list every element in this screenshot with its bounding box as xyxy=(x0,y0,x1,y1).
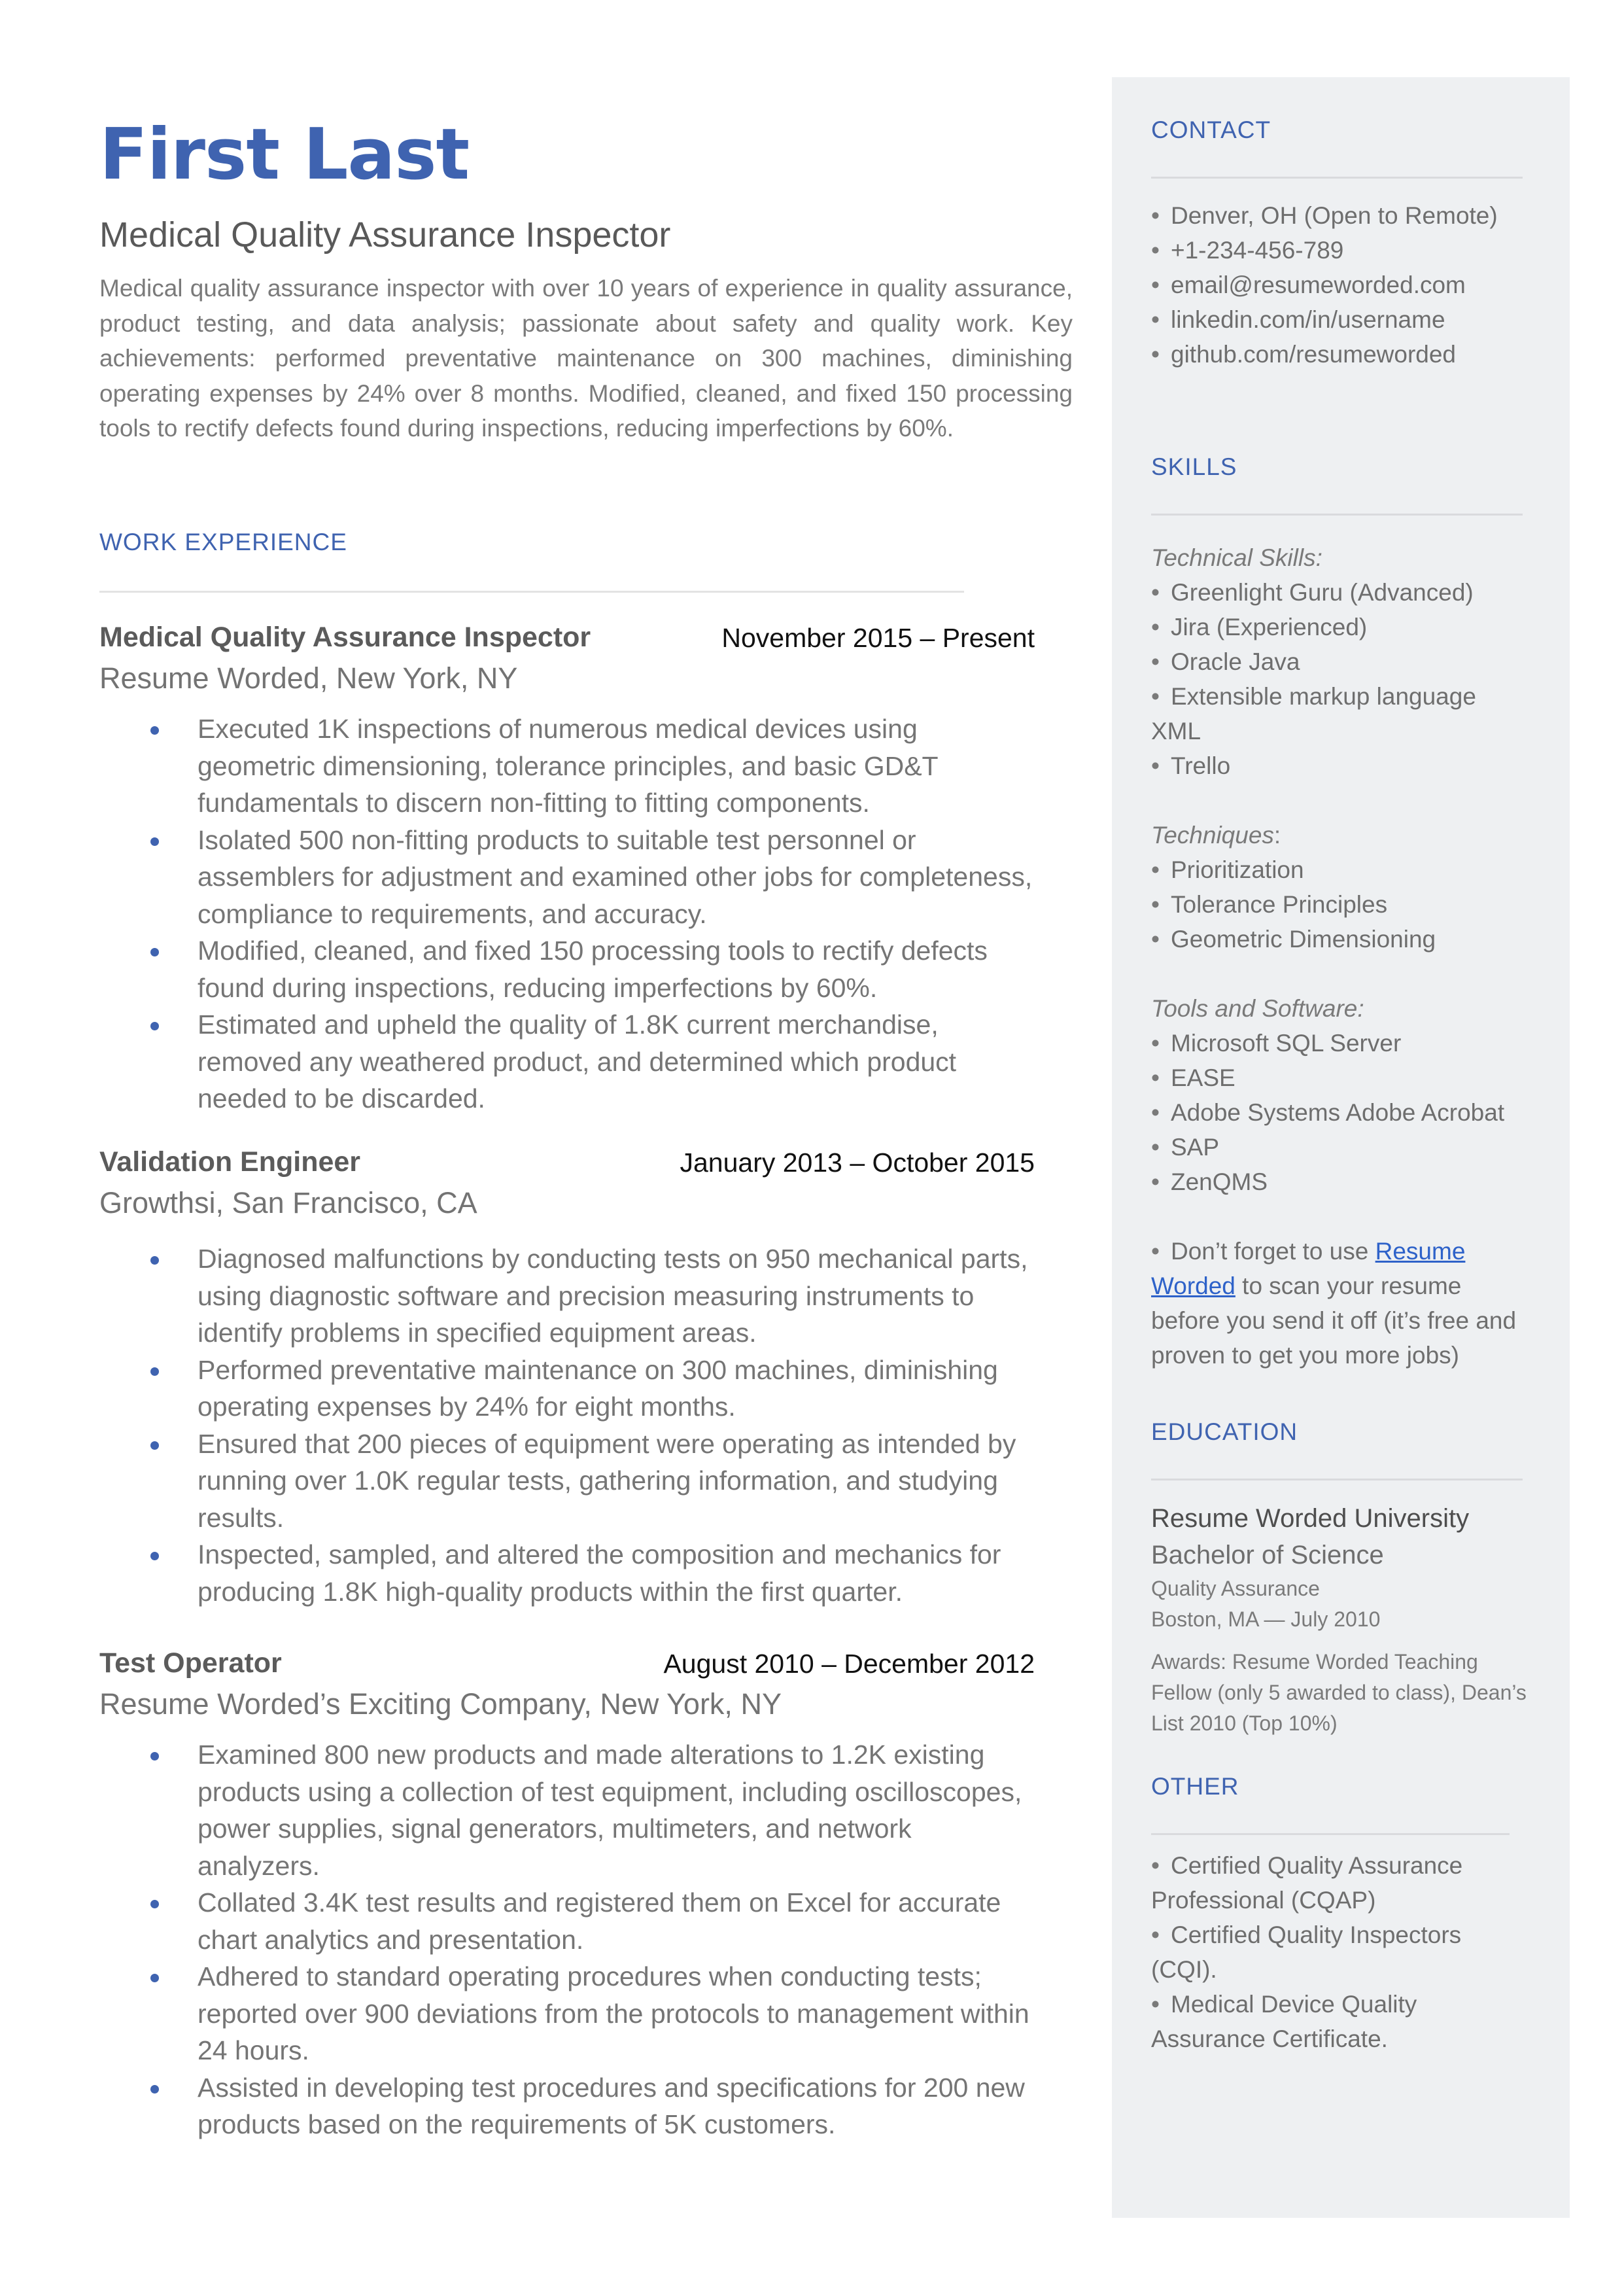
resume-worded-tip: • Don’t forget to use Resume Worded to scan your resume before you send it off (it’s free and proven to get you more jobs) xyxy=(1151,1238,1517,1369)
job-bullets xyxy=(99,1736,1035,2143)
skill-item: • Extensible markup language XML xyxy=(1151,683,1476,745)
education-school: Resume Worded University xyxy=(1151,1504,1470,1533)
job-dates: November 2015 – Present xyxy=(721,623,1035,653)
other-section xyxy=(1151,1773,1530,2056)
job-bullet: Isolated 500 non-fitting products to suitable test personnel or assemblers for adjustment and examined other jobs for completeness, compliance to requirements, and accuracy. xyxy=(99,822,1035,933)
contact-list xyxy=(1151,198,1530,372)
techniques-label: Techniques: xyxy=(1151,822,1281,849)
job-dates: August 2010 – December 2012 xyxy=(663,1649,1035,1679)
contact-phone: • +1-234-456-789 xyxy=(1151,237,1344,264)
contact-section xyxy=(1151,116,1530,372)
technique-item: • Tolerance Principles xyxy=(1151,891,1388,918)
sidebar xyxy=(1112,77,1570,2218)
job-bullet: Inspected, sampled, and altered the composition and mechanics for producing 1.8K high-quality products within the first quarter. xyxy=(99,1536,1035,1610)
certification-item: • Certified Quality Inspectors (CQI). xyxy=(1151,1921,1462,1983)
certification-item: • Medical Device Quality Assurance Certificate. xyxy=(1151,1991,1417,2052)
candidate-title: Medical Quality Assurance Inspector xyxy=(99,215,671,255)
education-divider xyxy=(1151,1479,1523,1480)
job-dates: January 2013 – October 2015 xyxy=(680,1148,1035,1178)
resume-worded-link[interactable]: Resume Worded xyxy=(1151,1238,1466,1299)
skills-section xyxy=(1151,453,1530,1373)
skill-item: • Oracle Java xyxy=(1151,648,1300,675)
job-bullet: Examined 800 new products and made alterations to 1.2K existing products using a collection of test equipment, including oscilloscopes, power supplies, signal generators, multimeters, and network analyzers. xyxy=(99,1736,1035,1884)
job-role: Test Operator xyxy=(99,1647,282,1679)
job-entry xyxy=(99,1146,1035,1610)
job-bullet: Ensured that 200 pieces of equipment were operating as intended by running over 1.0K regular tests, gathering information, and studying results. xyxy=(99,1426,1035,1537)
work-experience-divider xyxy=(99,591,964,593)
job-role: Medical Quality Assurance Inspector xyxy=(99,622,591,653)
contact-location: • Denver, OH (Open to Remote) xyxy=(1151,202,1498,229)
work-experience-heading: WORK EXPERIENCE xyxy=(99,529,347,555)
job-bullet: Assisted in developing test procedures and specifications for 200 new products based on the requirements of 5K customers. xyxy=(99,2069,1035,2143)
education-field: Quality Assurance xyxy=(1151,1577,1320,1600)
certification-item: • Certified Quality Assurance Professional (CQAP) xyxy=(1151,1852,1463,1914)
other-divider xyxy=(1151,1833,1510,1835)
other-heading: OTHER xyxy=(1151,1773,1239,1800)
tool-item: • Microsoft SQL Server xyxy=(1151,1030,1402,1057)
tool-item: • SAP xyxy=(1151,1134,1220,1161)
tool-item: • ZenQMS xyxy=(1151,1168,1268,1195)
job-company: Growthsi, San Francisco, CA xyxy=(99,1186,477,1219)
skills-list xyxy=(1151,540,1530,1373)
other-list xyxy=(1151,1848,1530,2056)
skill-item: • Trello xyxy=(1151,752,1231,779)
technical-skills-label: Technical Skills: xyxy=(1151,544,1322,571)
job-bullets xyxy=(99,710,1035,1117)
contact-linkedin[interactable]: • linkedin.com/in/username xyxy=(1151,306,1445,333)
tool-item: • EASE xyxy=(1151,1064,1235,1091)
job-bullet: Collated 3.4K test results and registered them on Excel for accurate chart analytics and presentation. xyxy=(99,1884,1035,1958)
job-bullet: Executed 1K inspections of numerous medical devices using geometric dimensioning, tolerance principles, and basic GD&T fundamentals to discern non-fitting to fitting components. xyxy=(99,710,1035,822)
job-entry xyxy=(99,622,1035,1117)
contact-heading: CONTACT xyxy=(1151,116,1271,143)
skill-item: • Greenlight Guru (Advanced) xyxy=(1151,579,1474,606)
job-company: Resume Worded’s Exciting Company, New York, NY xyxy=(99,1687,782,1721)
education-degree: Bachelor of Science xyxy=(1151,1541,1384,1569)
skill-item: • Jira (Experienced) xyxy=(1151,614,1368,640)
summary-paragraph: Medical quality assurance inspector with over 10 years of experience in quality assurance, product testing, and data analysis; passionate about safety and quality work. Key achievements: performed preventative maintenance on 300 machines, diminishing operating expenses by 24% over 8 months. Modified, cleaned, and fixed 150 processing tools to rectify defects found during inspections, reducing imperfections by 60%. xyxy=(99,275,1073,442)
job-company: Resume Worded, New York, NY xyxy=(99,661,518,695)
education-location-date: Boston, MA — July 2010 xyxy=(1151,1607,1381,1631)
contact-email[interactable]: • email@resumeworded.com xyxy=(1151,272,1466,298)
job-bullet: Performed preventative maintenance on 300 machines, diminishing operating expenses by 24% for eight months. xyxy=(99,1352,1035,1426)
contact-github[interactable]: • github.com/resumeworded xyxy=(1151,341,1456,368)
job-role: Validation Engineer xyxy=(99,1146,361,1178)
education-heading: EDUCATION xyxy=(1151,1418,1298,1445)
technique-item: • Geometric Dimensioning xyxy=(1151,926,1436,953)
job-bullet: Diagnosed malfunctions by conducting tests on 950 mechanical parts, using diagnostic software and precision measuring instruments to identify problems in specified equipment areas. xyxy=(99,1240,1035,1352)
resume-header xyxy=(99,114,1073,446)
skills-heading: SKILLS xyxy=(1151,453,1237,480)
education-section xyxy=(1151,1418,1530,1739)
job-entry xyxy=(99,1647,1035,2143)
job-bullet: Modified, cleaned, and fixed 150 processing tools to rectify defects found during inspections, reducing imperfections by 60%. xyxy=(99,932,1035,1006)
job-bullet: Adhered to standard operating procedures when conducting tests; reported over 900 deviations from the protocols to management within 24 hours. xyxy=(99,1958,1035,2069)
skills-divider xyxy=(1151,514,1523,516)
tool-item: • Adobe Systems Adobe Acrobat xyxy=(1151,1099,1505,1126)
contact-divider xyxy=(1151,177,1523,179)
candidate-name: First Last xyxy=(99,114,470,196)
technique-item: • Prioritization xyxy=(1151,856,1304,883)
tools-label: Tools and Software: xyxy=(1151,995,1364,1022)
job-bullets xyxy=(99,1240,1035,1610)
education-awards: Awards: Resume Worded Teaching Fellow (only 5 awarded to class), Dean’s List 2010 (Top 10%) xyxy=(1151,1650,1527,1735)
job-bullet: Estimated and upheld the quality of 1.8K current merchandise, removed any weathered product, and determined which product needed to be discarded. xyxy=(99,1006,1035,1117)
